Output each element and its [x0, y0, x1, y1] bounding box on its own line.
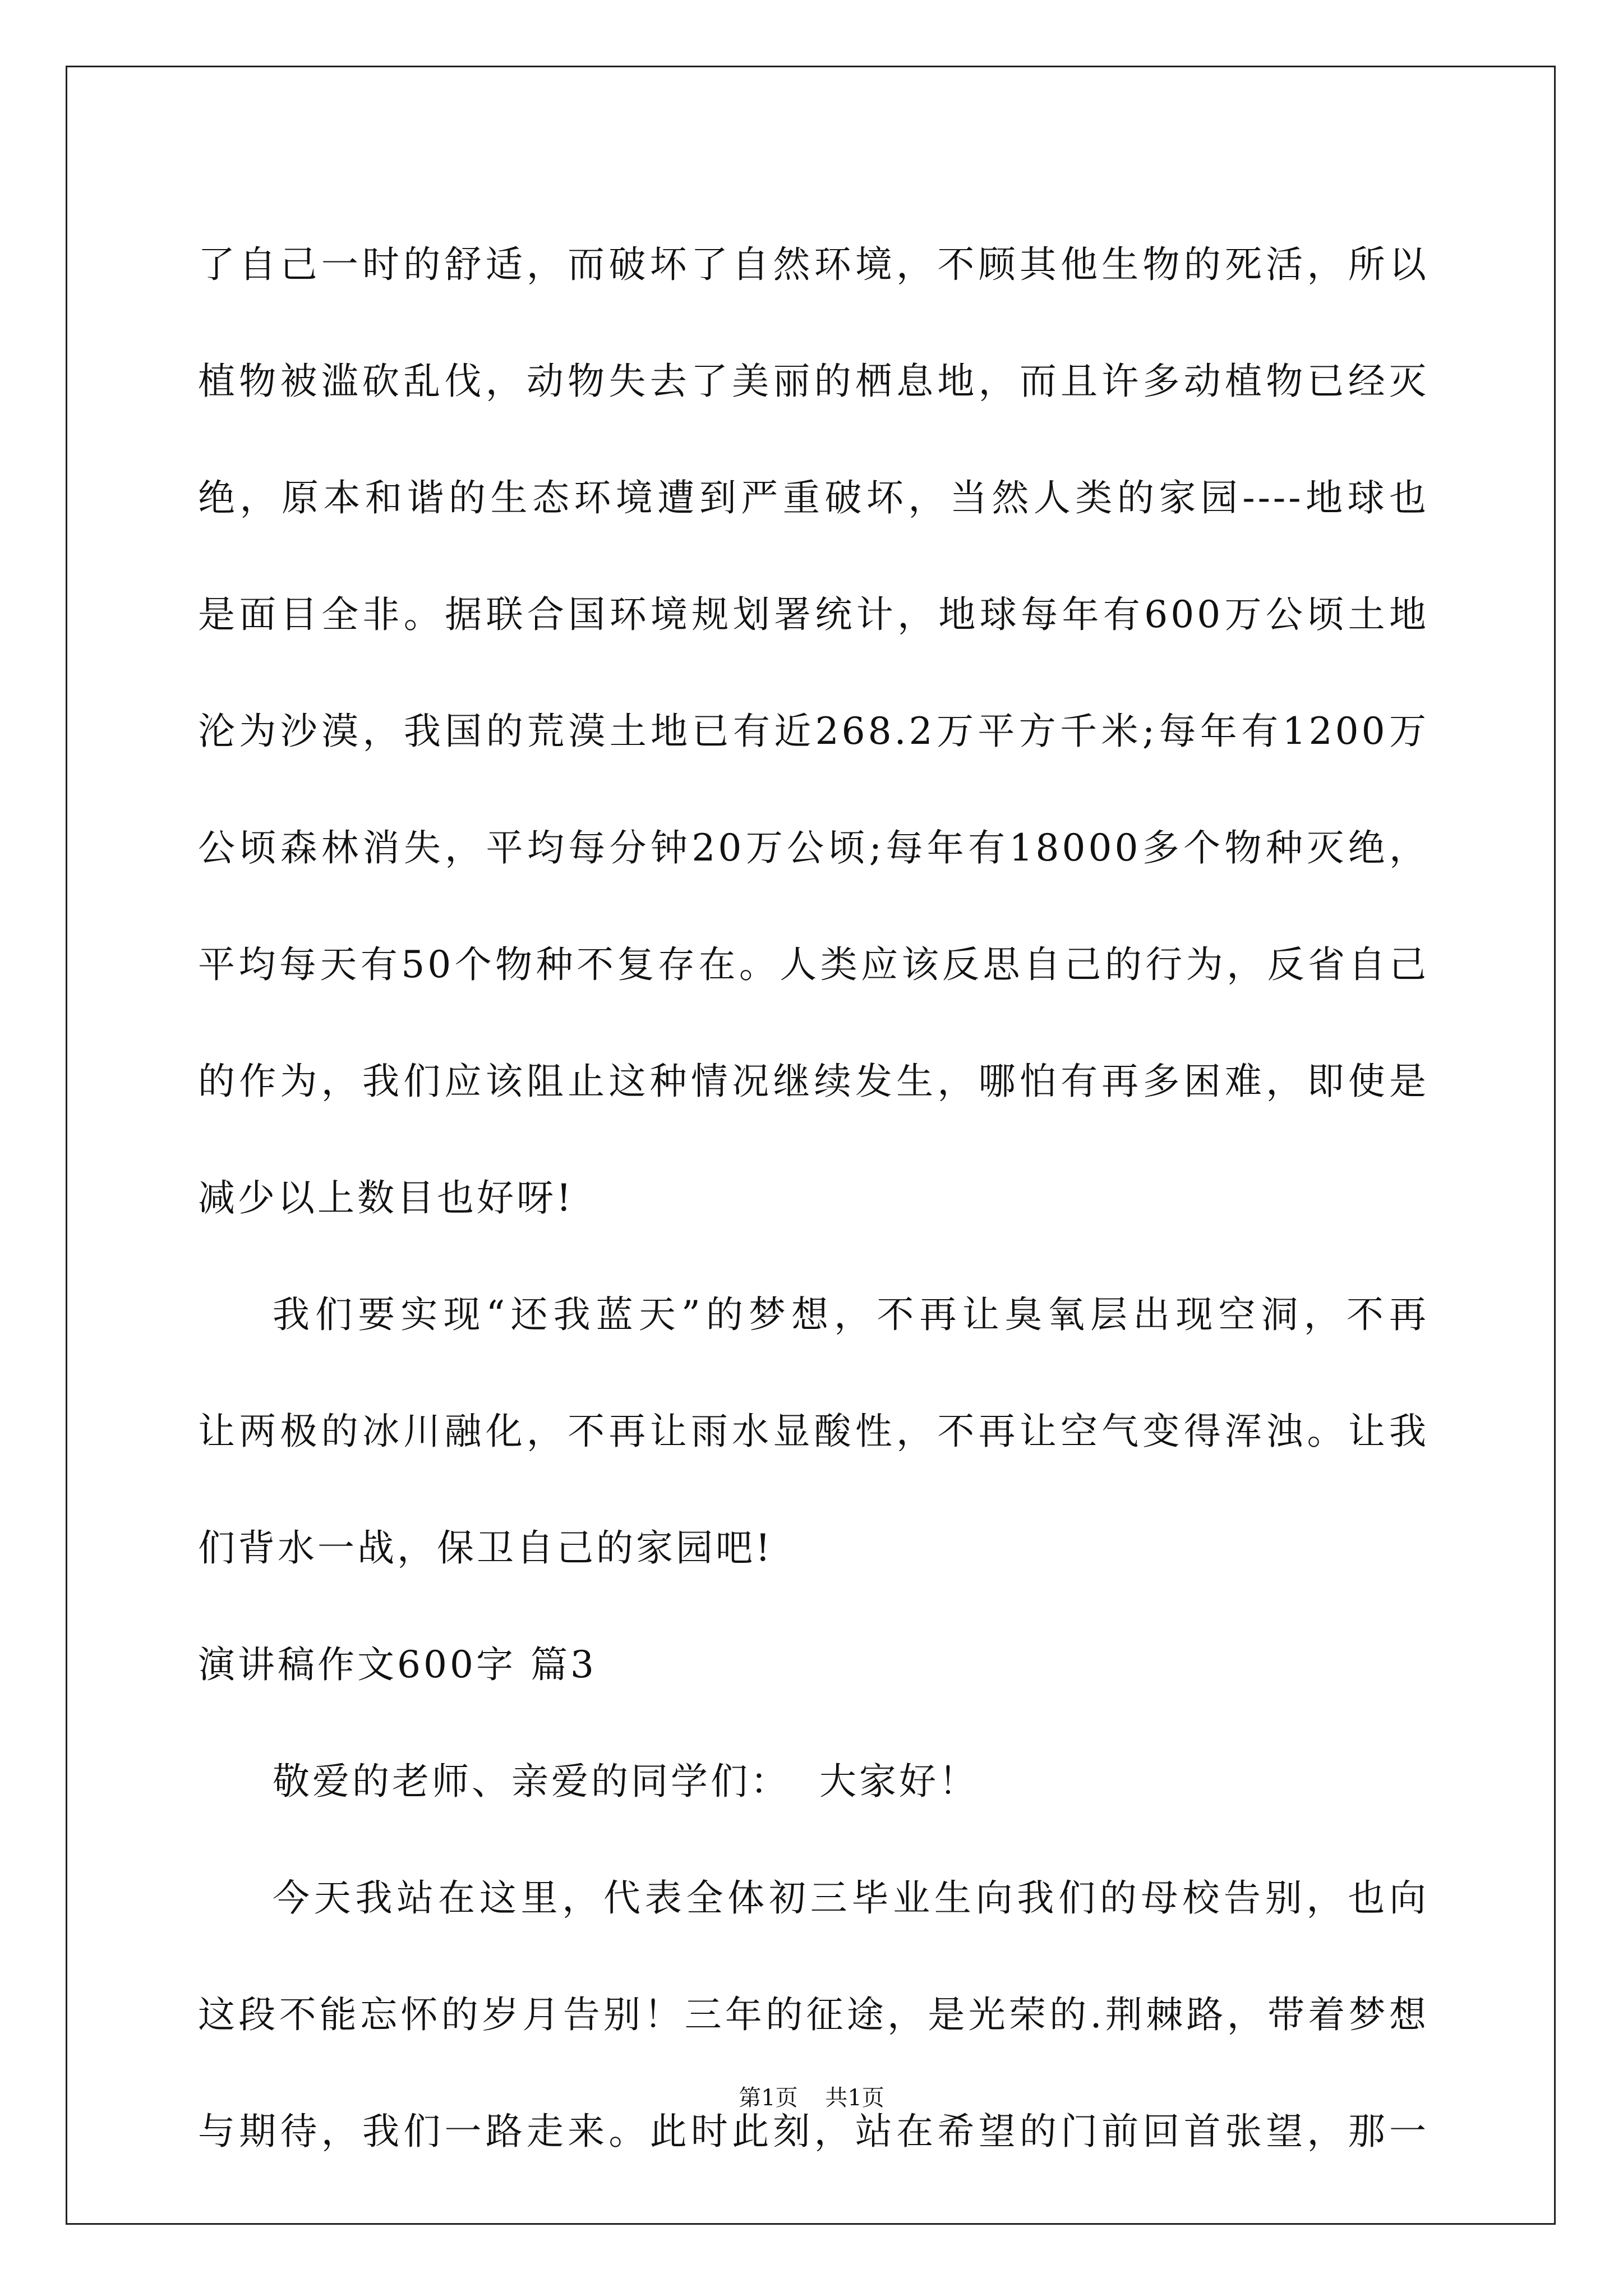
body-line: 了自己一时的舒适，而破坏了自然环境，不顾其他生物的死活，所以 — [198, 243, 1429, 286]
body-line: 植物被滥砍乱伐，动物失去了美丽的栖息地，而且许多动植物已经灭 — [198, 360, 1429, 403]
section-heading: 演讲稿作文600字 篇3 — [198, 1643, 597, 1686]
body-line: 的作为，我们应该阻止这种情况继续发生，哪怕有再多困难，即使是 — [198, 1060, 1429, 1103]
body-line: 是面目全非。据联合国环境规划署统计，地球每年有600万公顷土地 — [198, 593, 1429, 636]
body-line: 平均每天有50个物种不复存在。人类应该反思自己的行为，反省自己 — [198, 943, 1429, 986]
page-number: 第1页 — [739, 2085, 798, 2111]
paragraph-first-line: 我们要实现“还我蓝天”的梦想，不再让臭氧层出现空洞，不再 — [273, 1293, 1429, 1336]
body-line: 们背水一战，保卫自己的家园吧! — [198, 1526, 773, 1570]
body-line: 减少以上数目也好呀! — [198, 1176, 574, 1220]
page-total: 共1页 — [825, 2085, 884, 2111]
body-line: 与期待，我们一路走来。此时此刻，站在希望的门前回首张望，那一 — [198, 2110, 1429, 2153]
body-line: 绝，原本和谐的生态环境遭到严重破坏，当然人类的家园----地球也 — [198, 476, 1429, 519]
body-line: 沦为沙漠，我国的荒漠土地已有近268.2万平方千米;每年有1200万 — [198, 710, 1429, 753]
body-line: 这段不能忘怀的岁月告别！三年的征途，是光荣的.荆棘路，带着梦想 — [198, 1993, 1429, 2036]
page-footer — [0, 2081, 1623, 2115]
body-line: 公顷森林消失，平均每分钟20万公顷;每年有18000多个物种灭绝， — [198, 826, 1429, 869]
greeting-line: 敬爱的老师、亲爱的同学们： 大家好！ — [273, 1760, 979, 1803]
document-body — [198, 206, 1429, 2190]
body-line: 让两极的冰川融化，不再让雨水显酸性，不再让空气变得浑浊。让我 — [198, 1410, 1429, 1453]
paragraph-first-line: 今天我站在这里，代表全体初三毕业生向我们的母校告别，也向 — [273, 1876, 1429, 1920]
